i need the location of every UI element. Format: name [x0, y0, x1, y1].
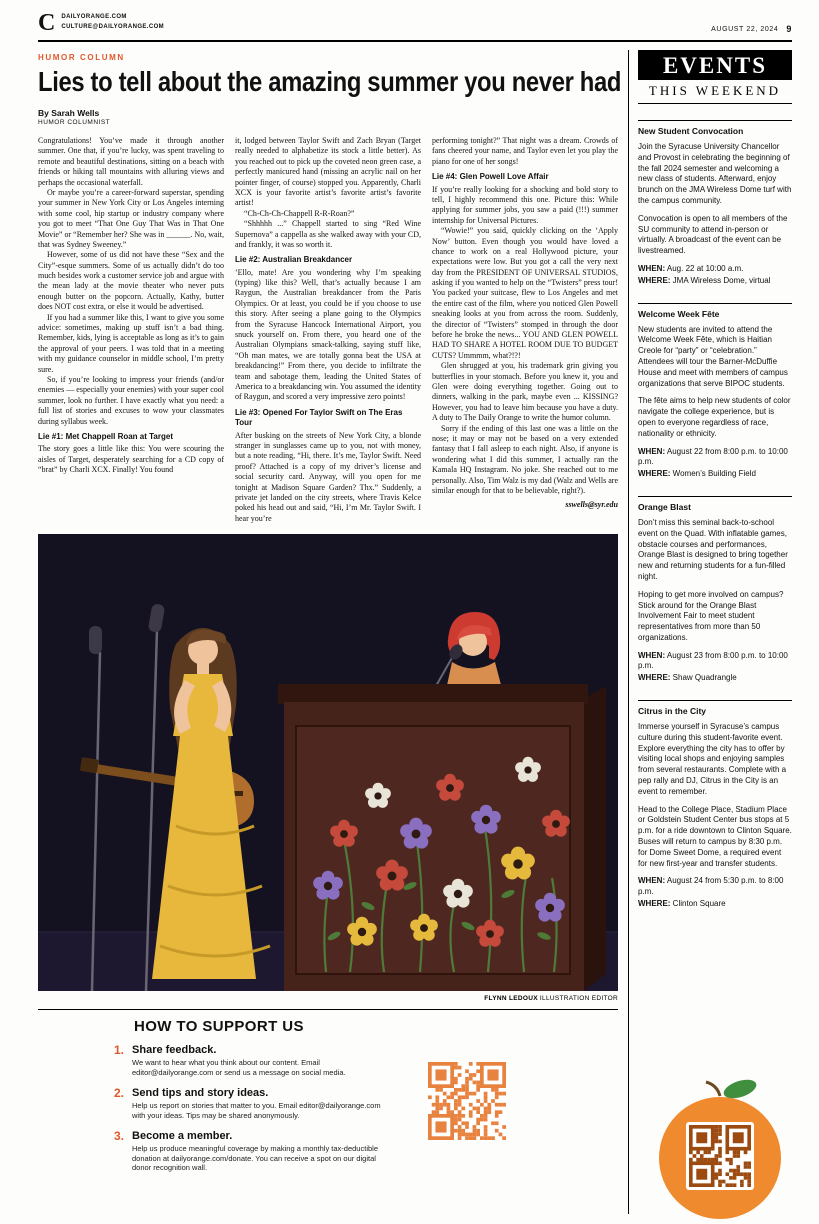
article-paragraph: So, if you’re looking to impress your friends (and/or enemies — especially your enemies) with your super cool summer, look no further. I have exactly what you need: a full list of stories and excuses to wow your classmates during syllabus week.	[38, 374, 224, 426]
masthead-site: DAILYORANGE.COM	[61, 14, 127, 21]
article-column-1	[38, 136, 224, 524]
event-paragraph: Join the Syracuse University Chancellor and Provost in celebrating the beginning of the fall 2024 semester and welcoming a new class of students. Afterward, enjoy brunch on the JMA Wireless Dome turf with the campus community.	[638, 142, 792, 205]
events-sidebar	[638, 50, 792, 911]
events-list	[638, 120, 792, 910]
support-item-number: 2.	[114, 1085, 125, 1100]
event-where: WHERE: Clinton Square	[638, 899, 726, 909]
event-paragraph: Head to the College Place, Stadium Place or Goldstein Student Center bus stops at 5 p.m. for a ride downtown to Clinton Square. Buses will return to campus by 8:30 p.m. for Dome Sweet Dome, a required event for new first-year and transfer students.	[638, 804, 792, 868]
support-item-body: Help us report on stories that matter to you. Email editor@dailyorange.com with your ideas. Tips may be shared anonymously.	[132, 1100, 381, 1120]
event-paragraph: Hoping to get more involved on campus? Stick around for the Orange Blast Involvement Fair to meet student representatives from more than 50 organizations.	[638, 589, 784, 642]
article-paragraph: “Wowie!” you said, quickly clicking on the ‘Apply Now’ button. Even though you would have loved a chance to work on a real Hollywood picture, your expectations were low. But you got a call the very next day from the PRESIDENT OF UNIVERSAL STUDIOS, asking if you wanted to help on the “Twisters” press tour! You packed your suitcase, flew to Los Angeles and met the entire cast of the film, where you noticed Glen Powell sneaking looks at you from across the room. Suddenly, the director of “Twisters” stomped in through the door before he broke the news... YOU AND GLEN POWELL HAD TO SHARE A HOTEL ROOM DUE TO BUDGET CUTS? Ummmm, what?!?!	[432, 226, 618, 360]
where-label: WHERE:	[638, 275, 671, 285]
support-item	[114, 1087, 434, 1121]
section-kicker: HUMOR COLUMN	[38, 53, 125, 62]
orange-qr-illustration	[650, 1076, 790, 1221]
article-paragraph: Glen shrugged at you, his trademark grin giving you butterflies in your stomach. Before you knew it, you and Glen were doing everything together. Going out to dinners, walking in the park, maybe even ... KISSING? However, you had to leave him because you have a duty. A duty to The Daily Orange to write the humor column.	[432, 361, 618, 423]
event-paragraph: Immerse yourself in Syracuse’s campus culture during this student-favorite event. Explore everything the city has to offer by visiting local shops and enjoying samples from several restaurants. Complete with a pep rally and DJ, Citrus in the City is an event to remember.	[638, 722, 787, 796]
illustration-credit-name: FLYNN LEDOUX	[484, 995, 538, 1003]
event-when: WHEN: August 24 from 5:30 p.m. to 8:00 p.m.	[638, 876, 784, 897]
when-label: WHEN:	[638, 446, 666, 456]
event-when: WHEN: Aug. 22 at 10:00 a.m.	[638, 263, 744, 273]
daily-orange-logo: C	[38, 10, 56, 36]
support-item-number: 3.	[114, 1128, 125, 1143]
support-items	[114, 1044, 618, 1173]
support-section	[38, 1018, 618, 1173]
event-where: WHERE: Shaw Quadrangle	[638, 673, 737, 683]
event-item	[638, 700, 792, 910]
author-email: sswells@syr.edu	[565, 500, 618, 510]
events-banner	[638, 50, 792, 80]
article-column-3	[432, 136, 618, 524]
article-subhead: Lie #1: Met Chappell Roan at Target	[38, 431, 173, 441]
where-label: WHERE:	[638, 673, 671, 683]
stage-illustration-image	[38, 534, 618, 991]
article-subhead: Lie #4: Glen Powell Love Affair	[432, 172, 549, 182]
masthead-contact	[61, 13, 164, 32]
article-paragraph: If you’re really looking for a shocking and bold story to tell, I highly recommend this one. Picture this: While applying for summer jobs, you saw a paid (!!!) summer internship for Universal Pictures.	[432, 184, 618, 225]
support-item	[114, 1044, 434, 1078]
support-item-text	[132, 1087, 382, 1121]
masthead-left	[38, 12, 164, 34]
event-item	[638, 496, 792, 684]
column-divider	[628, 50, 629, 1214]
orange-qr-code	[686, 1122, 754, 1190]
support-item-body: Help us produce meaningful coverage by making a monthly tax-deductible donation at dailyorange.com/donate. You can receive a spot on our digital donor recognition wall.	[132, 1143, 378, 1173]
masthead-email: CULTURE@DAILYORANGE.COM	[61, 24, 165, 30]
support-item-title: Share feedback.	[132, 1044, 217, 1057]
article-paragraph: After busking on the streets of New York City, a blonde stranger in sunglasses came up to you, not with money, but a note reading, “Hi, there. It’s me, Taylor Swift. Need proof? Attached is a copy of my driver’s license and social security card. Anyway, will you open for me tonight at Madison Square Garden? Thx.” Suddenly, a private jet landed on the city streets, where Travis Kelce poked his head out and said, “Hi, I’m Mr. Taylor Swift. I hear you’re	[235, 430, 421, 523]
headline: Lies to tell about the amazing summer you never had	[38, 66, 622, 97]
article-subhead: Lie #2: Australian Breakdancer	[235, 255, 353, 265]
byline: By Sarah Wells	[38, 108, 100, 118]
events-banner-subtitle: THIS WEEKEND	[638, 83, 792, 104]
masthead-date: AUGUST 22, 2024	[711, 25, 779, 33]
support-item-title: Send tips and story ideas.	[132, 1086, 269, 1099]
article-paragraph: The story goes a little like this: You were scouring the aisles of Target, desperately searching for a CD copy of “brat” by Charli XCX. Finally! You found	[38, 444, 224, 475]
support-item-number: 1.	[114, 1043, 125, 1058]
masthead-right	[711, 24, 792, 34]
article-paragraph: performing tonight?” That night was a dream. Crowds of fans cheered your name, and Taylor even let you play the piano for one of her songs!	[432, 136, 618, 166]
event-where: WHERE: Women’s Building Field	[638, 469, 756, 479]
event-paragraph: Convocation is open to all members of the SU community to attend in-person or virtually. A broadcast of the event can be livestreamed.	[638, 213, 788, 256]
page-number: 9	[786, 24, 792, 34]
when-label: WHEN:	[638, 650, 666, 660]
article-paragraph: Congratulations! You’ve made it through another summer. One that, if you’re lucky, was spent traveling to remote and beautiful destinations, sitting on a beach with friends or hiking tall mountains with alluring views and perhaps the occasional waterfall.	[38, 136, 224, 187]
event-title: Welcome Week Fête	[638, 303, 792, 319]
article-paragraph: Or maybe you’re a career-forward superstar, spending your summer in New York City or Los Angeles interning with some cool, hip startup or industry company where you got to meet “That One Guy That Was in That One Movie” or “Remember her? She was in ______. No, wait, that was Sydney Sweeney.”	[38, 187, 224, 249]
support-item	[114, 1130, 434, 1174]
events-banner-title: EVENTS	[662, 53, 768, 78]
byline-block	[38, 108, 618, 126]
humor-column-article	[38, 50, 622, 1173]
illustration-credit-role: ILLUSTRATION EDITOR	[537, 995, 618, 1003]
article-paragraph: “Shhhhh ...” Chappell started to sing “Red Wine Supernova” a cappella as she walked away with your CD, and frankly, it was so worth it.	[235, 219, 421, 249]
event-title: Orange Blast	[638, 496, 792, 512]
article-paragraph: Sorry if the ending of this last one was a little on the nose; it may or may not be based on a very extended fantasy that I fall asleep to each night. Also, if anyone is wondering what I did this summer, I actually ran the Kamala HQ Instagram. No joke. She reached out to me personally. Also, Tim Walz is my dad (Walz and Wells are similar enough for that to be believable, right?).	[432, 423, 618, 495]
illustration-credit	[38, 995, 618, 1002]
event-item	[638, 303, 792, 480]
article-paragraph: “Ch-Ch-Ch-Chappell R-R-Roan?”	[244, 208, 355, 218]
article-paragraph: However, some of us did not have these “Sex and the City”-esque summers. Some of us actually didn’t do too much besides work a customer service job and argue with the mean lady at the movie theater who never puts enough butter on the popcorn. Actually, Kathy, butter does NOT cost extra, or else it would be advertised.	[38, 250, 224, 312]
event-item	[638, 120, 792, 287]
where-label: WHERE:	[638, 469, 671, 479]
when-label: WHEN:	[638, 876, 666, 886]
where-label: WHERE:	[638, 899, 671, 909]
section-rule	[38, 1009, 618, 1010]
event-title: New Student Convocation	[638, 120, 792, 136]
support-qr-code	[428, 1062, 506, 1140]
article-column-2	[235, 136, 421, 524]
stage-illustration	[38, 534, 618, 991]
support-item-text	[132, 1044, 382, 1078]
event-title: Citrus in the City	[638, 700, 792, 716]
event-paragraph: New students are invited to attend the Welcome Week Fête, which is Haitian Creole for “party” or “celebration.” Attendees will tour the Barner-McDuffie House and meet with members of campus organizations that serve BIPOC students.	[638, 324, 788, 388]
article-paragraph: ’Ello, mate! Are you wondering why I’m speaking (typing) like this? Well, that’s actually because I am Raygun, the Australian breakdancer from the Paris Olympics. Or at least, you could be if you choose to use this story. After seeing a plane going to the Olympics from the Syracuse Hancock International Airport, you snuck yourself on. From there, you heard one of the Australian Olympians smack-talking, saying stuff like, “Oh man mates, we are totally gonna beat the USA at breakdancing!” From there, you decide to infiltrate the team and sabotage them, leading the United States of America to a breakdancing win. You assumed the identity of Raygun, and scored a very impressive zero points!	[235, 267, 421, 402]
support-item-body: We want to hear what you think about our content. Email editor@dailyorange.com or send us a message on social media.	[132, 1058, 346, 1077]
article-body	[38, 136, 618, 524]
when-label: WHEN:	[638, 263, 666, 273]
support-title: HOW TO SUPPORT US	[134, 1018, 304, 1036]
support-item-text	[132, 1130, 382, 1174]
event-paragraph: Don’t miss this seminal back-to-school event on the Quad. With inflatable games, obstacle courses and performances, Orange Blast is designed to bring together new and returning students for a fun-filled night.	[638, 517, 788, 581]
event-when: WHEN: August 23 from 8:00 p.m. to 10:00 p.m.	[638, 650, 788, 671]
event-where: WHERE: JMA Wireless Dome, virtual	[638, 275, 771, 285]
support-item-title: Become a member.	[132, 1129, 233, 1142]
event-when: WHEN: August 22 from 8:00 p.m. to 10:00 p.m.	[638, 446, 788, 467]
article-paragraph: If you had a summer like this, I want to give you some advice: sometimes, making up stuff isn’t a bad thing. Remember, kids, lying is acceptable as long as it’s to gain the approval of your peers. I was told that in a meeting with my guidance counselor in middle school, I’m pretty sure.	[38, 312, 224, 374]
article-subhead: Lie #3: Opened For Taylor Swift on The Eras Tour	[235, 407, 403, 428]
masthead	[38, 12, 792, 42]
event-paragraph: The fête aims to help new students of color navigate the college experience, but is open to everyone regardless of race, nationality or ethnicity.	[638, 396, 791, 438]
byline-role: HUMOR COLUMNIST	[38, 119, 111, 126]
article-paragraph: it, lodged between Taylor Swift and Zach Bryan (Target really needed to alphabetize its stock a little better). As you reached out to pick up the coveted neon green case, a perfectly manicured hand (missing an acrylic nail on her pointer finger, of course) stopped you. Apparently, Charli XCX is your favorite artist’s favorite artist’s favorite artist!	[235, 136, 421, 208]
